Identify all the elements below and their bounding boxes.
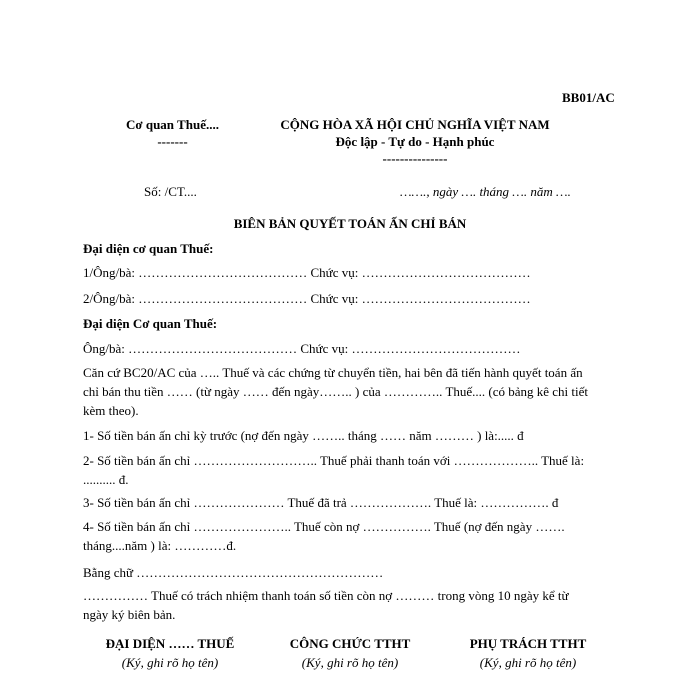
country-name: CỘNG HÒA XÃ HỘI CHỦ NGHĨA VIỆT NAM — [280, 117, 550, 132]
agency-divider: ------- — [157, 134, 188, 149]
item-4: 4- Số tiền bán ấn chỉ ………………….. Thuế còn nợ ……………. Thuế (nợ đến ngày ……. tháng....năm ) là: …………đ. — [83, 519, 565, 553]
basis-paragraph: Căn cứ BC20/AC của ….. Thuế và các chứng từ chuyển tiền, hai bên đã tiến hành quyết toán ấn chỉ bán thu tiền …… (từ ngày …… đến ngày…….. ) của ………….. Thuế.... (có bảng kê chi tiết kèm theo). — [83, 365, 589, 418]
signature-note-2: (Ký, ghi rõ họ tên) — [301, 655, 399, 670]
motto: Độc lập - Tự do - Hạnh phúc — [335, 134, 495, 149]
signature-title-2: CÔNG CHỨC TTHT — [289, 636, 411, 651]
signature-title-3: PHỤ TRÁCH TTHT — [469, 636, 587, 651]
document-title: BIÊN BẢN QUYẾT TOÁN ẤN CHỈ BÁN — [233, 216, 467, 231]
form-code: BB01/AC — [562, 90, 615, 105]
section2-heading: Đại diện Cơ quan Thuế: — [83, 316, 218, 331]
signature-note-3: (Ký, ghi rõ họ tên) — [479, 655, 577, 670]
section2-person: Ông/bà: ………………………………… Chức vụ: ………………………………… — [83, 341, 521, 356]
signature-title-1: ĐẠI DIỆN …… THUẾ — [105, 636, 235, 651]
date-line: ……., ngày …. tháng …. năm …. — [400, 184, 571, 199]
item-1: 1- Số tiền bán ấn chỉ kỳ trước (nợ đến ngày …….. tháng …… năm ……… ) là:..... đ — [83, 428, 524, 443]
section1-heading: Đại diện cơ quan Thuế: — [83, 241, 214, 256]
section1-person1: 1/Ông/bà: ………………………………… Chức vụ: ………………………………… — [83, 265, 531, 280]
section1-person2: 2/Ông/bà: ………………………………… Chức vụ: ………………………………… — [83, 291, 531, 306]
agency-name: Cơ quan Thuế.... — [126, 117, 219, 132]
closing-paragraph: …………… Thuế có trách nhiệm thanh toán số tiền còn nợ ……… trong vòng 10 ngày kể từ ngày ký biên bản. — [83, 588, 569, 622]
signature-note-1: (Ký, ghi rõ họ tên) — [121, 655, 219, 670]
item-3: 3- Số tiền bán ấn chỉ ………………… Thuế đã trả ………………. Thuế là: ……………. đ — [83, 495, 559, 510]
item-2: 2- Số tiền bán ấn chỉ ……………………….. Thuế phải thanh toán với ……………….. Thuế là: .......... đ. — [83, 453, 585, 487]
amount-in-words: Bằng chữ ………………………………………………… — [83, 565, 384, 580]
document-number: Số: /CT.... — [144, 184, 197, 199]
motto-divider: --------------- — [382, 151, 448, 166]
